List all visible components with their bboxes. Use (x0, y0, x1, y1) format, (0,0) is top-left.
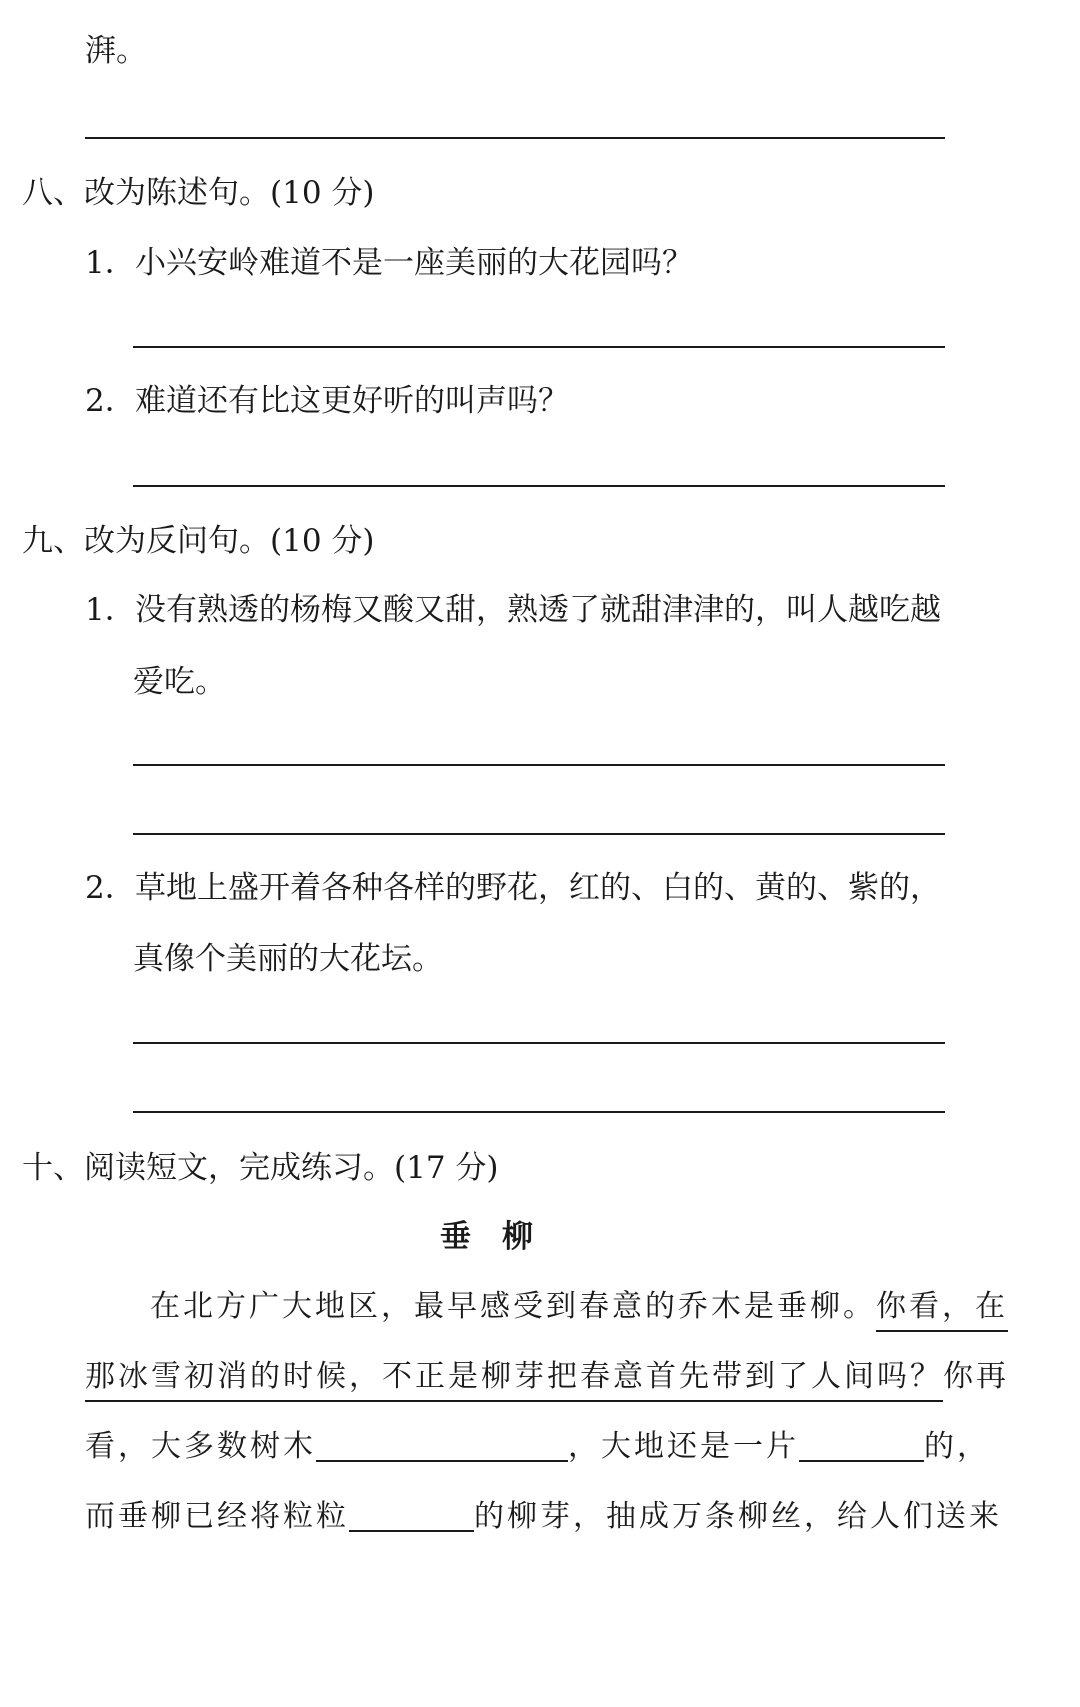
answer-line[interactable] (133, 485, 945, 487)
section-10-score: (17 分) (394, 1150, 499, 1186)
section-9-item-1 (85, 592, 941, 628)
passage-line-2 (85, 1359, 1009, 1394)
passage-line-3 (85, 1430, 990, 1462)
item-number: 2． (85, 870, 136, 906)
section-8-item-1 (85, 245, 693, 281)
fill-blank[interactable] (316, 1430, 568, 1462)
underlined-sentence: 那冰雪初消的时候，不正是柳芽把春意首先带到了人间吗？ (85, 1359, 943, 1402)
passage-text: 你再 (943, 1359, 1009, 1394)
item-text-continued: 真像个美丽的大花坛。 (133, 941, 443, 977)
answer-line[interactable] (133, 1111, 945, 1113)
section-8-title: 八、改为陈述句。 (22, 175, 270, 211)
section-8-heading (22, 175, 375, 211)
item-number: 2． (85, 383, 136, 419)
answer-line[interactable] (133, 764, 945, 766)
passage-text: 在北方广大地区，最早感受到春意的乔木是垂柳。 (150, 1289, 876, 1324)
passage-line-1 (150, 1289, 1008, 1324)
passage-text: 看，大多数树木 (85, 1429, 316, 1464)
answer-line[interactable] (133, 1042, 945, 1044)
item-text: 小兴安岭难道不是一座美丽的大花园吗？ (135, 245, 693, 281)
fill-blank[interactable] (799, 1430, 924, 1462)
answer-line[interactable] (85, 137, 945, 139)
passage-text: 而垂柳已经将粒粒 (85, 1499, 349, 1534)
item-text: 草地上盛开着各种各样的野花，红的、白的、黄的、紫的， (135, 870, 941, 906)
item-text: 没有熟透的杨梅又酸又甜，熟透了就甜津津的，叫人越吃越 (135, 592, 941, 628)
section-8-item-2 (85, 383, 569, 419)
section-10-title: 十、阅读短文，完成练习。 (22, 1150, 394, 1186)
answer-line[interactable] (133, 346, 945, 348)
passage-text: 的柳芽，抽成万条柳丝，给人们送来 (474, 1499, 1002, 1534)
section-9-score: (10 分) (270, 523, 375, 559)
passage-title: 垂 柳 (440, 1219, 533, 1255)
item-number: 1． (85, 592, 136, 628)
passage-line-4 (85, 1500, 1002, 1532)
section-8-score: (10 分) (270, 175, 375, 211)
section-10-heading (22, 1150, 499, 1186)
continuation-text: 湃。 (85, 33, 147, 69)
item-text: 难道还有比这更好听的叫声吗？ (135, 383, 569, 419)
fill-blank[interactable] (349, 1500, 474, 1532)
item-number: 1． (85, 245, 136, 281)
underlined-sentence: 你看，在 (876, 1289, 1008, 1332)
passage-text: 的， (924, 1429, 990, 1464)
passage-text: ，大地还是一片 (568, 1429, 799, 1464)
answer-line[interactable] (133, 833, 945, 835)
item-text-continued: 爱吃。 (133, 664, 226, 700)
section-9-item-2 (85, 870, 941, 906)
section-9-title: 九、改为反问句。 (22, 523, 270, 559)
section-9-heading (22, 523, 375, 559)
